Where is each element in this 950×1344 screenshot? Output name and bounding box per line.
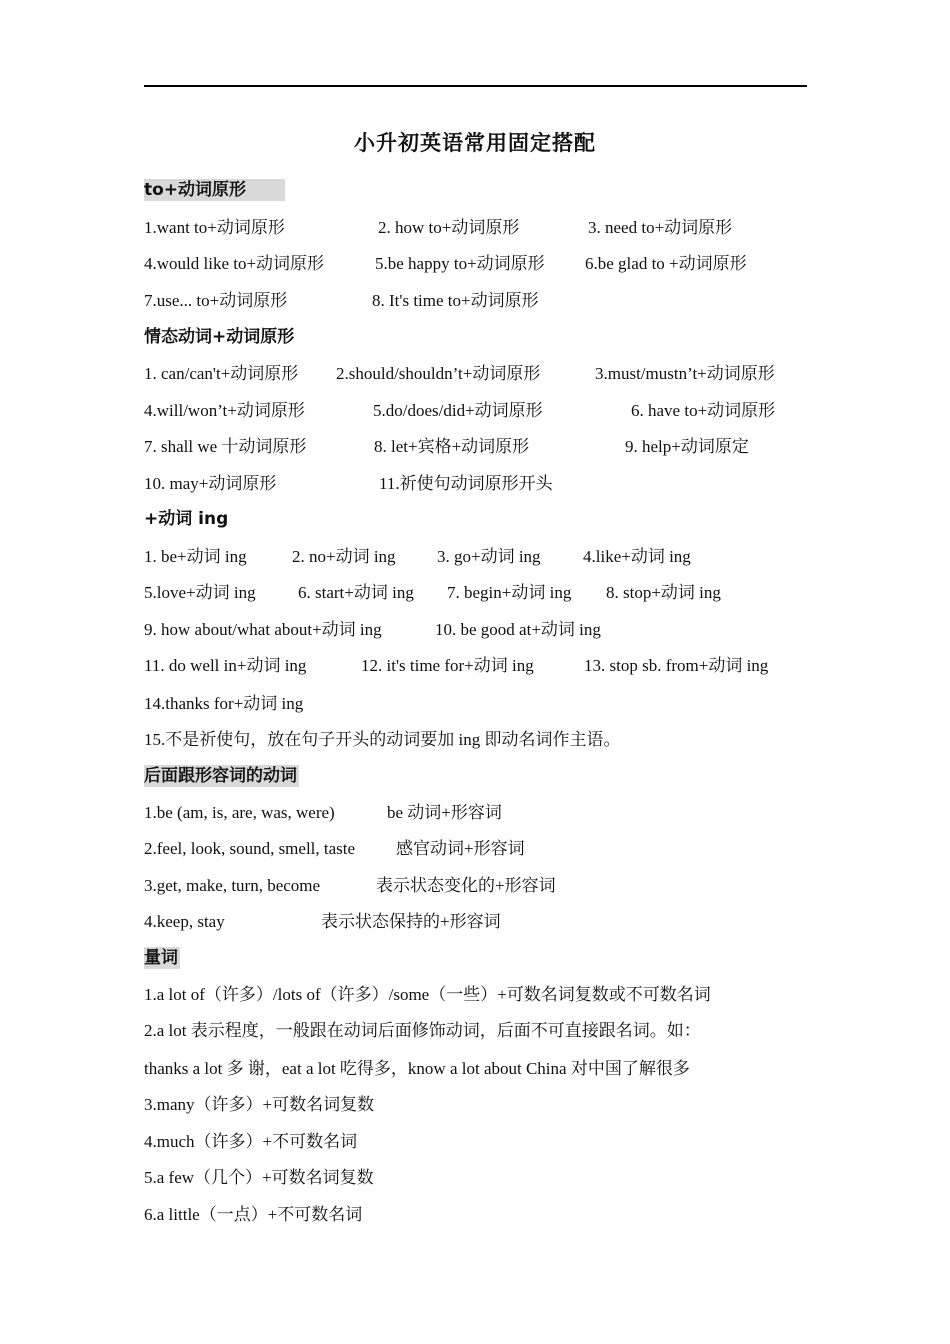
page-title: 小升初英语常用固定搭配: [354, 131, 596, 155]
list-item: 14.thanks for+动词 ing: [144, 694, 304, 713]
list-item: 4.would like to+动词原形: [144, 254, 325, 273]
list-item: 4.will/won’t+动词原形: [144, 401, 305, 420]
list-item: 5.love+动词 ing: [144, 583, 256, 602]
list-item: 3.get, make, turn, become: [144, 876, 321, 895]
list-item: 1. can/can't+动词原形: [144, 364, 299, 383]
list-item: 9. how about/what about+动词 ing: [144, 620, 382, 639]
list-item: 10. be good at+动词 ing: [435, 620, 601, 639]
list-item: 6.a little（一点）+不可数名词: [144, 1205, 363, 1224]
list-item: 3.must/mustn’t+动词原形: [595, 364, 775, 383]
list-item: 7. begin+动词 ing: [447, 583, 572, 602]
list-item: 8. stop+动词 ing: [606, 583, 721, 602]
list-item: 2.a lot 表示程度，一般跟在动词后面修饰动词，后面不可直接跟名词。如：: [144, 1021, 701, 1040]
list-item: 11.祈使句动词原形开头: [379, 474, 553, 493]
list-item: thanks a lot 多 谢，eat a lot 吃得多，know a lot about China 对中国了解很多: [144, 1059, 690, 1078]
list-item: 5.a few（几个）+可数名词复数: [144, 1168, 374, 1187]
list-item: 5.do/does/did+动词原形: [373, 401, 543, 420]
section-heading-quantifier: 量词: [144, 948, 178, 968]
list-item: 13. stop sb. from+动词 ing: [584, 656, 769, 675]
list-item-note: 感官动词+形容词: [396, 839, 525, 858]
list-item: 1.want to+动词原形: [144, 218, 285, 237]
list-item: 7. shall we 十动词原形: [144, 437, 307, 456]
list-item-note: 表示状态变化的+形容词: [376, 876, 556, 895]
list-item: 1.be (am, is, are, was, were): [144, 803, 335, 822]
list-item: 5.be happy to+动词原形: [375, 254, 545, 273]
list-item: 1.a lot of（许多）/lots of（许多）/some（一些）+可数名词复数或不可数名词: [144, 985, 711, 1004]
list-item: 10. may+动词原形: [144, 474, 277, 493]
list-item-note: be 动词+形容词: [387, 803, 502, 822]
list-item: 1. be+动词 ing: [144, 547, 247, 566]
section-heading-modal: 情态动词+动词原形: [144, 327, 295, 347]
list-item: 3.many（许多）+可数名词复数: [144, 1095, 375, 1114]
list-item: 2.should/shouldn’t+动词原形: [336, 364, 541, 383]
list-item: 9. help+动词原定: [625, 437, 749, 456]
list-item: 8. let+宾格+动词原形: [374, 437, 530, 456]
list-item: 2.feel, look, sound, smell, taste: [144, 839, 356, 858]
list-item: 7.use... to+动词原形: [144, 291, 288, 310]
list-item: 8. It's time to+动词原形: [372, 291, 539, 310]
list-item-note: 表示状态保持的+形容词: [321, 912, 501, 931]
list-item: 4.keep, stay: [144, 912, 225, 931]
list-item: 6. have to+动词原形: [631, 401, 776, 420]
list-item: 3. go+动词 ing: [437, 547, 541, 566]
header-rule: [144, 85, 807, 87]
list-item: 4.like+动词 ing: [583, 547, 691, 566]
list-item: 2. how to+动词原形: [378, 218, 520, 237]
list-item: 2. no+动词 ing: [292, 547, 396, 566]
list-item: 6. start+动词 ing: [298, 583, 414, 602]
list-item: 12. it's time for+动词 ing: [361, 656, 534, 675]
list-item: 4.much（许多）+不可数名词: [144, 1132, 358, 1151]
section-heading-ing: +动词 ing: [144, 509, 229, 529]
list-item: 3. need to+动词原形: [588, 218, 733, 237]
list-item: 6.be glad to +动词原形: [585, 254, 747, 273]
list-item: 11. do well in+动词 ing: [144, 656, 307, 675]
section-heading-adj: 后面跟形容词的动词: [144, 766, 297, 786]
section-heading-to-verb: to+动词原形: [144, 179, 285, 201]
list-item: 15.不是祈使句，放在句子开头的动词要加 ing 即动名词作主语。: [144, 730, 621, 749]
